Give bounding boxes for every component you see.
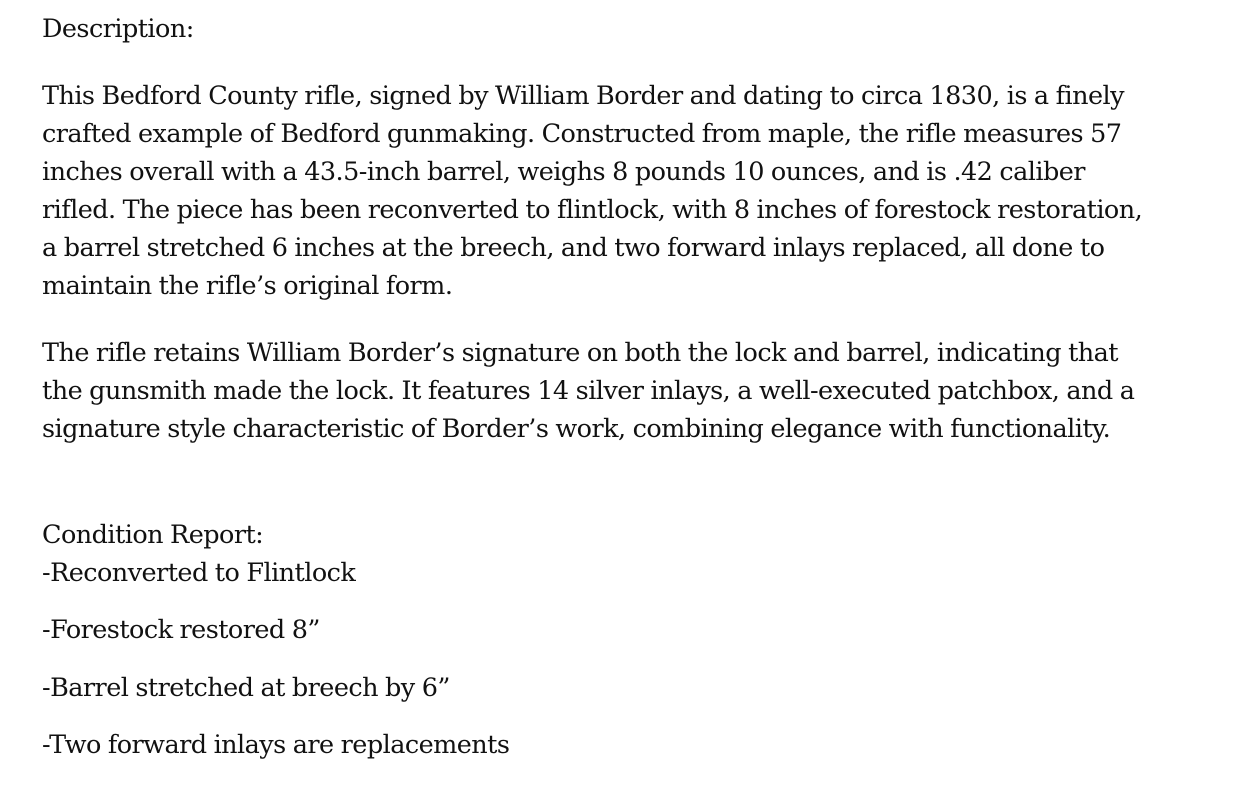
condition-report-heading: Condition Report: [42, 520, 264, 550]
condition-item: -Barrel stretched at breech by 6” [42, 673, 450, 703]
condition-item: -Reconverted to Flintlock [42, 558, 356, 588]
paragraph-line: the gunsmith made the lock. It features 14 silver inlays, a well-executed patchbox, and a [42, 376, 1135, 406]
paragraph-line: The rifle retains William Border’s signature on both the lock and barrel, indicating that [42, 338, 1119, 368]
paragraph-line: inches overall with a 43.5-inch barrel, weighs 8 pounds 10 ounces, and is .42 caliber [42, 157, 1085, 187]
paragraph-line: crafted example of Bedford gunmaking. Constructed from maple, the rifle measures 57 [42, 119, 1122, 149]
paragraph-line: This Bedford County rifle, signed by William Border and dating to circa 1830, is a finely [42, 81, 1124, 111]
description-heading: Description: [42, 14, 194, 44]
condition-item: -Two forward inlays are replacements [42, 730, 510, 760]
paragraph-line: maintain the rifle’s original form. [42, 271, 453, 301]
paragraph-line: a barrel stretched 6 inches at the breech, and two forward inlays replaced, all done to [42, 233, 1105, 263]
paragraph-line: rifled. The piece has been reconverted to flintlock, with 8 inches of forestock restoration, [42, 195, 1143, 225]
condition-item: -Forestock restored 8” [42, 615, 320, 645]
paragraph-line: signature style characteristic of Border’s work, combining elegance with functionality. [42, 414, 1111, 444]
